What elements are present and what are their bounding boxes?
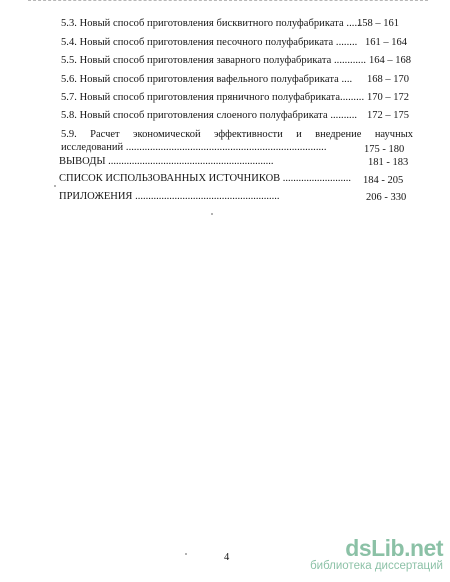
toc-item-5-6-label: 5.6. Новый способ приготовления вафельного полуфабриката .... [61, 74, 353, 85]
page-number: 4 [224, 552, 230, 563]
toc-item-5-8-label: 5.8. Новый способ приготовления слоеного полуфабриката .......... [61, 110, 358, 121]
toc-item-5-3-label: 5.3. Новый способ приготовления бисквитного полуфабриката ...... [61, 18, 363, 29]
toc-item-5-4-pages: 161 – 164 [365, 37, 407, 48]
toc-item-5-9-word: 5.9. [61, 129, 77, 140]
toc-item-5-9-word: Расчет [90, 129, 120, 140]
toc-item-5-9-word: эффективности [213, 129, 283, 140]
watermark [310, 534, 443, 573]
toc-appendices-label: ПРИЛОЖЕНИЯ ....................................................... [59, 191, 280, 202]
scan-speck [54, 185, 56, 187]
toc-item-5-4-label: 5.4. Новый способ приготовления песочного полуфабриката ........ [61, 37, 358, 48]
toc-item-5-9-line1 [61, 128, 413, 141]
watermark-subtitle: библиотека диссертаций [310, 559, 443, 572]
toc-item-5-9-word: и [296, 129, 302, 140]
toc-item-5-8-pages: 172 – 175 [367, 110, 409, 121]
toc-appendices-pages: 206 - 330 [366, 192, 407, 203]
toc-item-5-9-word: научных [374, 129, 414, 140]
toc-item-5-7-pages: 170 – 172 [367, 92, 409, 103]
toc-conclusions-pages: 181 - 183 [368, 157, 409, 168]
toc-item-5-9-word: экономической [133, 129, 201, 140]
toc-references-pages: 184 - 205 [363, 175, 404, 186]
toc-conclusions-label: ВЫВОДЫ ............................................................... [59, 156, 274, 167]
toc-item-5-6-pages: 168 – 170 [367, 74, 409, 85]
toc-item-5-3-pages: 158 – 161 [357, 18, 399, 29]
toc-item-5-9-pages: 175 - 180 [364, 144, 405, 155]
scan-speck [211, 213, 213, 215]
toc-item-5-7-label: 5.7. Новый способ приготовления пряничного полуфабриката......... [61, 92, 365, 103]
toc-references-label: СПИСОК ИСПОЛЬЗОВАННЫХ ИСТОЧНИКОВ .......................... [59, 173, 352, 184]
scan-speck [185, 553, 187, 555]
toc-item-5-9-word: внедрение [315, 129, 362, 140]
toc-item-5-5-label: 5.5. Новый способ приготовления заварного полуфабриката ............ [61, 55, 367, 66]
watermark-logo: dsLib.net [345, 534, 443, 561]
toc-item-5-9-line2: исследований ........................................................................... [61, 142, 327, 153]
toc-item-5-5-pages: 164 – 168 [369, 55, 411, 66]
